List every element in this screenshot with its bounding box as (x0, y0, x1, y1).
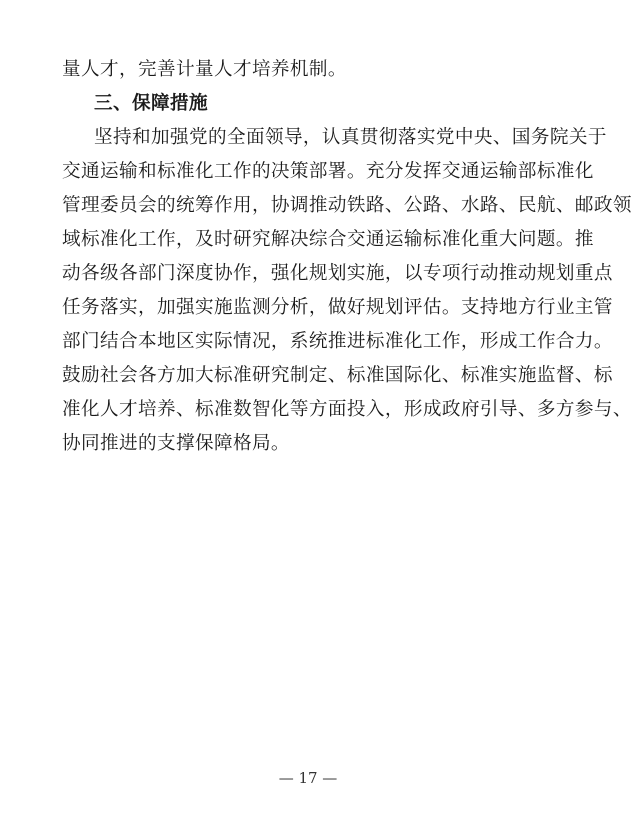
paragraph-line: 鼓励社会各方加大标准研究制定、标准国际化、标准实施监督、标 (62, 365, 613, 386)
paragraph-line: 部门结合本地区实际情况，系统推进标准化工作，形成工作合力。 (62, 331, 613, 352)
paragraph-line: 管理委员会的统筹作用，协调推动铁路、公路、水路、民航、邮政领 (62, 195, 632, 216)
paragraph-first-line: 坚持和加强党的全面领导，认真贯彻落实党中央、国务院关于 (94, 127, 607, 148)
paragraph-line: 准化人才培养、标准数智化等方面投入，形成政府引导、多方参与、 (62, 399, 632, 420)
paragraph-line: 动各级各部门深度协作，强化规划实施，以专项行动推动规划重点 (62, 263, 613, 284)
section-heading: 三、保障措施 (94, 93, 208, 114)
paragraph-line: 任务落实，加强实施监测分析，做好规划评估。支持地方行业主管 (62, 297, 613, 318)
page-number: — 17 — (278, 769, 338, 787)
paragraph-line: 域标准化工作，及时研究解决综合交通运输标准化重大问题。推 (62, 229, 594, 250)
paragraph-line: 交通运输和标准化工作的决策部署。充分发挥交通运输部标准化 (62, 161, 594, 182)
paragraph-line: 协同推进的支撑保障格局。 (62, 433, 290, 454)
text-line-continuation: 量人才，完善计量人才培养机制。 (62, 59, 347, 80)
